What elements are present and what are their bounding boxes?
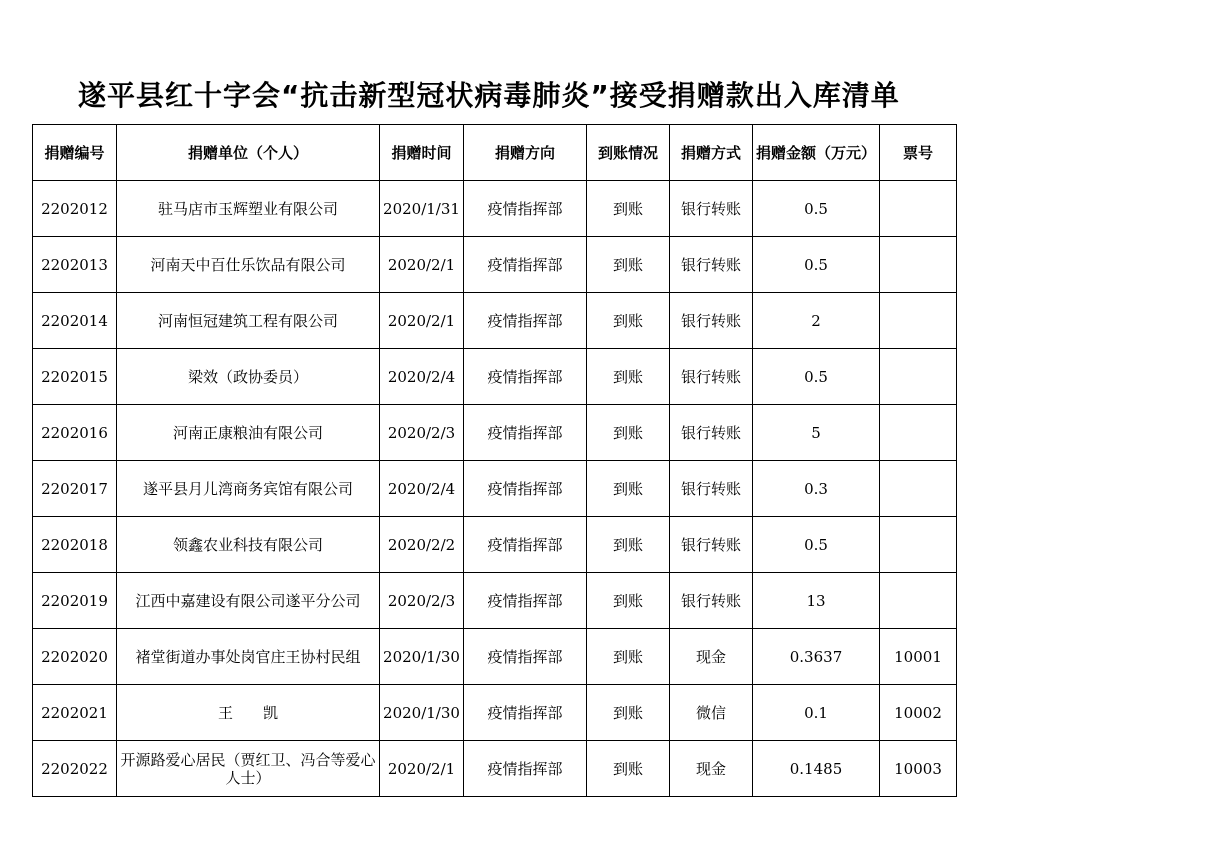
cell-direction: 疫情指挥部 [464, 349, 587, 405]
table-row [33, 741, 957, 797]
cell-status: 到账 [587, 405, 670, 461]
cell-status: 到账 [587, 237, 670, 293]
cell-direction: 疫情指挥部 [464, 405, 587, 461]
cell-method: 银行转账 [670, 573, 753, 629]
cell-id: 2202021 [33, 685, 117, 741]
cell-method: 微信 [670, 685, 753, 741]
cell-amount: 0.1485 [753, 741, 880, 797]
cell-amount: 5 [753, 405, 880, 461]
cell-ticket [880, 517, 957, 573]
header-status: 到账情况 [587, 125, 670, 181]
cell-method: 银行转账 [670, 293, 753, 349]
cell-donor: 江西中嘉建设有限公司遂平分公司 [117, 573, 380, 629]
cell-ticket: 10003 [880, 741, 957, 797]
cell-status: 到账 [587, 741, 670, 797]
table-row [33, 629, 957, 685]
cell-ticket [880, 349, 957, 405]
cell-direction: 疫情指挥部 [464, 181, 587, 237]
cell-date: 2020/2/2 [380, 517, 464, 573]
cell-id: 2202016 [33, 405, 117, 461]
cell-ticket: 10001 [880, 629, 957, 685]
cell-donor: 河南天中百仕乐饮品有限公司 [117, 237, 380, 293]
cell-status: 到账 [587, 573, 670, 629]
cell-date: 2020/2/1 [380, 741, 464, 797]
cell-direction: 疫情指挥部 [464, 517, 587, 573]
cell-amount: 2 [753, 293, 880, 349]
cell-id: 2202018 [33, 517, 117, 573]
cell-status: 到账 [587, 461, 670, 517]
cell-direction: 疫情指挥部 [464, 685, 587, 741]
table-row [33, 181, 957, 237]
table-header-row [33, 125, 957, 181]
cell-status: 到账 [587, 517, 670, 573]
cell-date: 2020/2/4 [380, 349, 464, 405]
table-row [33, 573, 957, 629]
cell-method: 现金 [670, 629, 753, 685]
cell-ticket [880, 293, 957, 349]
cell-id: 2202014 [33, 293, 117, 349]
table-row [33, 349, 957, 405]
header-date: 捐赠时间 [380, 125, 464, 181]
cell-donor: 驻马店市玉辉塑业有限公司 [117, 181, 380, 237]
cell-status: 到账 [587, 349, 670, 405]
cell-amount: 0.3637 [753, 629, 880, 685]
donation-table [32, 124, 957, 797]
cell-method: 银行转账 [670, 181, 753, 237]
cell-date: 2020/2/4 [380, 461, 464, 517]
cell-amount: 0.1 [753, 685, 880, 741]
cell-donor: 开源路爱心居民（贾红卫、冯合等爱心人士） [117, 741, 380, 797]
cell-status: 到账 [587, 685, 670, 741]
cell-donor: 褚堂街道办事处岗官庄王协村民组 [117, 629, 380, 685]
table-row [33, 685, 957, 741]
cell-id: 2202019 [33, 573, 117, 629]
cell-amount: 0.5 [753, 181, 880, 237]
cell-date: 2020/2/3 [380, 573, 464, 629]
cell-status: 到账 [587, 181, 670, 237]
cell-status: 到账 [587, 293, 670, 349]
page-title: 遂平县红十字会“抗击新型冠状病毒肺炎”接受捐赠款出入库清单 [78, 79, 900, 112]
cell-ticket [880, 573, 957, 629]
header-ticket: 票号 [880, 125, 957, 181]
cell-direction: 疫情指挥部 [464, 629, 587, 685]
cell-ticket [880, 461, 957, 517]
cell-date: 2020/2/1 [380, 293, 464, 349]
cell-donor: 河南恒冠建筑工程有限公司 [117, 293, 380, 349]
table-row [33, 517, 957, 573]
cell-donor: 领鑫农业科技有限公司 [117, 517, 380, 573]
cell-id: 2202020 [33, 629, 117, 685]
cell-method: 银行转账 [670, 405, 753, 461]
header-amount: 捐赠金额（万元） [753, 125, 880, 181]
cell-id: 2202013 [33, 237, 117, 293]
cell-date: 2020/1/30 [380, 629, 464, 685]
cell-method: 现金 [670, 741, 753, 797]
cell-id: 2202015 [33, 349, 117, 405]
cell-donor: 遂平县月儿湾商务宾馆有限公司 [117, 461, 380, 517]
cell-status: 到账 [587, 629, 670, 685]
cell-ticket: 10002 [880, 685, 957, 741]
cell-ticket [880, 405, 957, 461]
cell-method: 银行转账 [670, 349, 753, 405]
cell-amount: 13 [753, 573, 880, 629]
cell-direction: 疫情指挥部 [464, 461, 587, 517]
header-direction: 捐赠方向 [464, 125, 587, 181]
cell-date: 2020/1/30 [380, 685, 464, 741]
cell-direction: 疫情指挥部 [464, 293, 587, 349]
table-row [33, 293, 957, 349]
header-donor: 捐赠单位（个人） [117, 125, 380, 181]
cell-method: 银行转账 [670, 237, 753, 293]
cell-amount: 0.5 [753, 349, 880, 405]
cell-amount: 0.5 [753, 517, 880, 573]
cell-amount: 0.3 [753, 461, 880, 517]
cell-id: 2202022 [33, 741, 117, 797]
header-id: 捐赠编号 [33, 125, 117, 181]
cell-id: 2202017 [33, 461, 117, 517]
cell-amount: 0.5 [753, 237, 880, 293]
cell-id: 2202012 [33, 181, 117, 237]
cell-donor: 梁效（政协委员） [117, 349, 380, 405]
cell-ticket [880, 237, 957, 293]
header-method: 捐赠方式 [670, 125, 753, 181]
cell-ticket [880, 181, 957, 237]
cell-date: 2020/2/1 [380, 237, 464, 293]
table-row [33, 237, 957, 293]
cell-method: 银行转账 [670, 461, 753, 517]
cell-direction: 疫情指挥部 [464, 573, 587, 629]
cell-direction: 疫情指挥部 [464, 237, 587, 293]
cell-method: 银行转账 [670, 517, 753, 573]
cell-donor: 河南正康粮油有限公司 [117, 405, 380, 461]
cell-direction: 疫情指挥部 [464, 741, 587, 797]
table-row [33, 405, 957, 461]
table-row [33, 461, 957, 517]
cell-donor: 王 凯 [117, 685, 380, 741]
cell-date: 2020/1/31 [380, 181, 464, 237]
cell-date: 2020/2/3 [380, 405, 464, 461]
